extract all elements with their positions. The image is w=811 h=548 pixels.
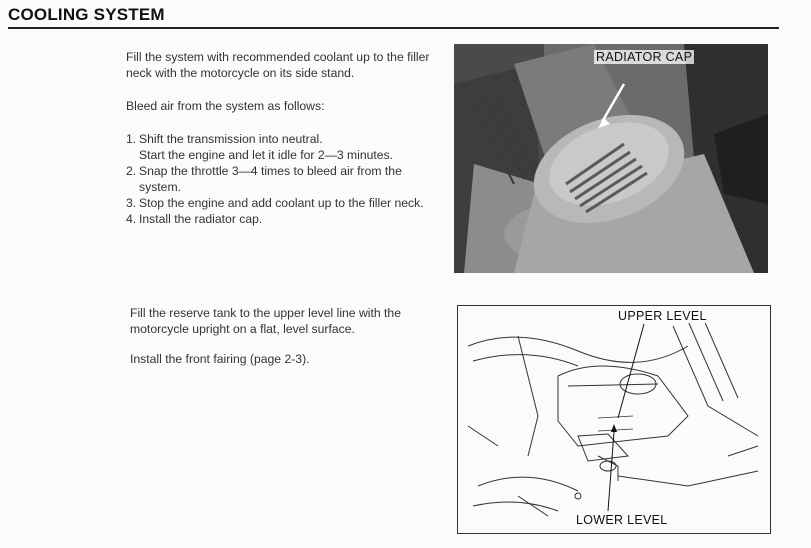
step-text: Snap the throttle 3—4 times to bleed air from the system. <box>139 164 402 194</box>
step-item <box>126 131 444 163</box>
reserve-tank-instructions <box>130 305 450 367</box>
page-title: COOLING SYSTEM <box>8 5 165 24</box>
step-text: Shift the transmission into neutral. Start the engine and let it idle for 2—3 minutes. <box>139 132 394 162</box>
step-item <box>126 163 444 195</box>
step-number: 2. <box>126 164 137 178</box>
radiator-cap-photo <box>454 44 768 273</box>
step-number: 3. <box>126 196 137 210</box>
header-rule <box>8 27 779 29</box>
reserve-tank-paragraph: Fill the reserve tank to the upper level line with the motorcycle upright on a flat, level surface. <box>130 306 401 336</box>
step-number: 1. <box>126 132 137 146</box>
radiator-cap-label: RADIATOR CAP <box>596 50 693 64</box>
radiator-cap-photo-graphic <box>454 44 768 273</box>
step-text: Install the radiator cap. <box>139 212 263 226</box>
step-text: Stop the engine and add coolant up to the filler neck. <box>139 196 424 210</box>
reserve-tank-drawing <box>458 306 770 533</box>
bleed-air-intro: Bleed air from the system as follows: <box>126 99 325 113</box>
step-number: 4. <box>126 212 137 226</box>
upper-level-label: UPPER LEVEL <box>618 309 707 323</box>
coolant-fill-instructions <box>126 49 444 227</box>
step-item <box>126 211 444 227</box>
install-fairing-paragraph: Install the front fairing (page 2-3). <box>130 352 310 366</box>
step-item <box>126 195 444 211</box>
reserve-tank-diagram <box>457 305 771 534</box>
fill-coolant-paragraph: Fill the system with recommended coolant up to the filler neck with the motorcycle on its side stand. <box>126 50 430 80</box>
lower-level-label: LOWER LEVEL <box>576 513 668 527</box>
